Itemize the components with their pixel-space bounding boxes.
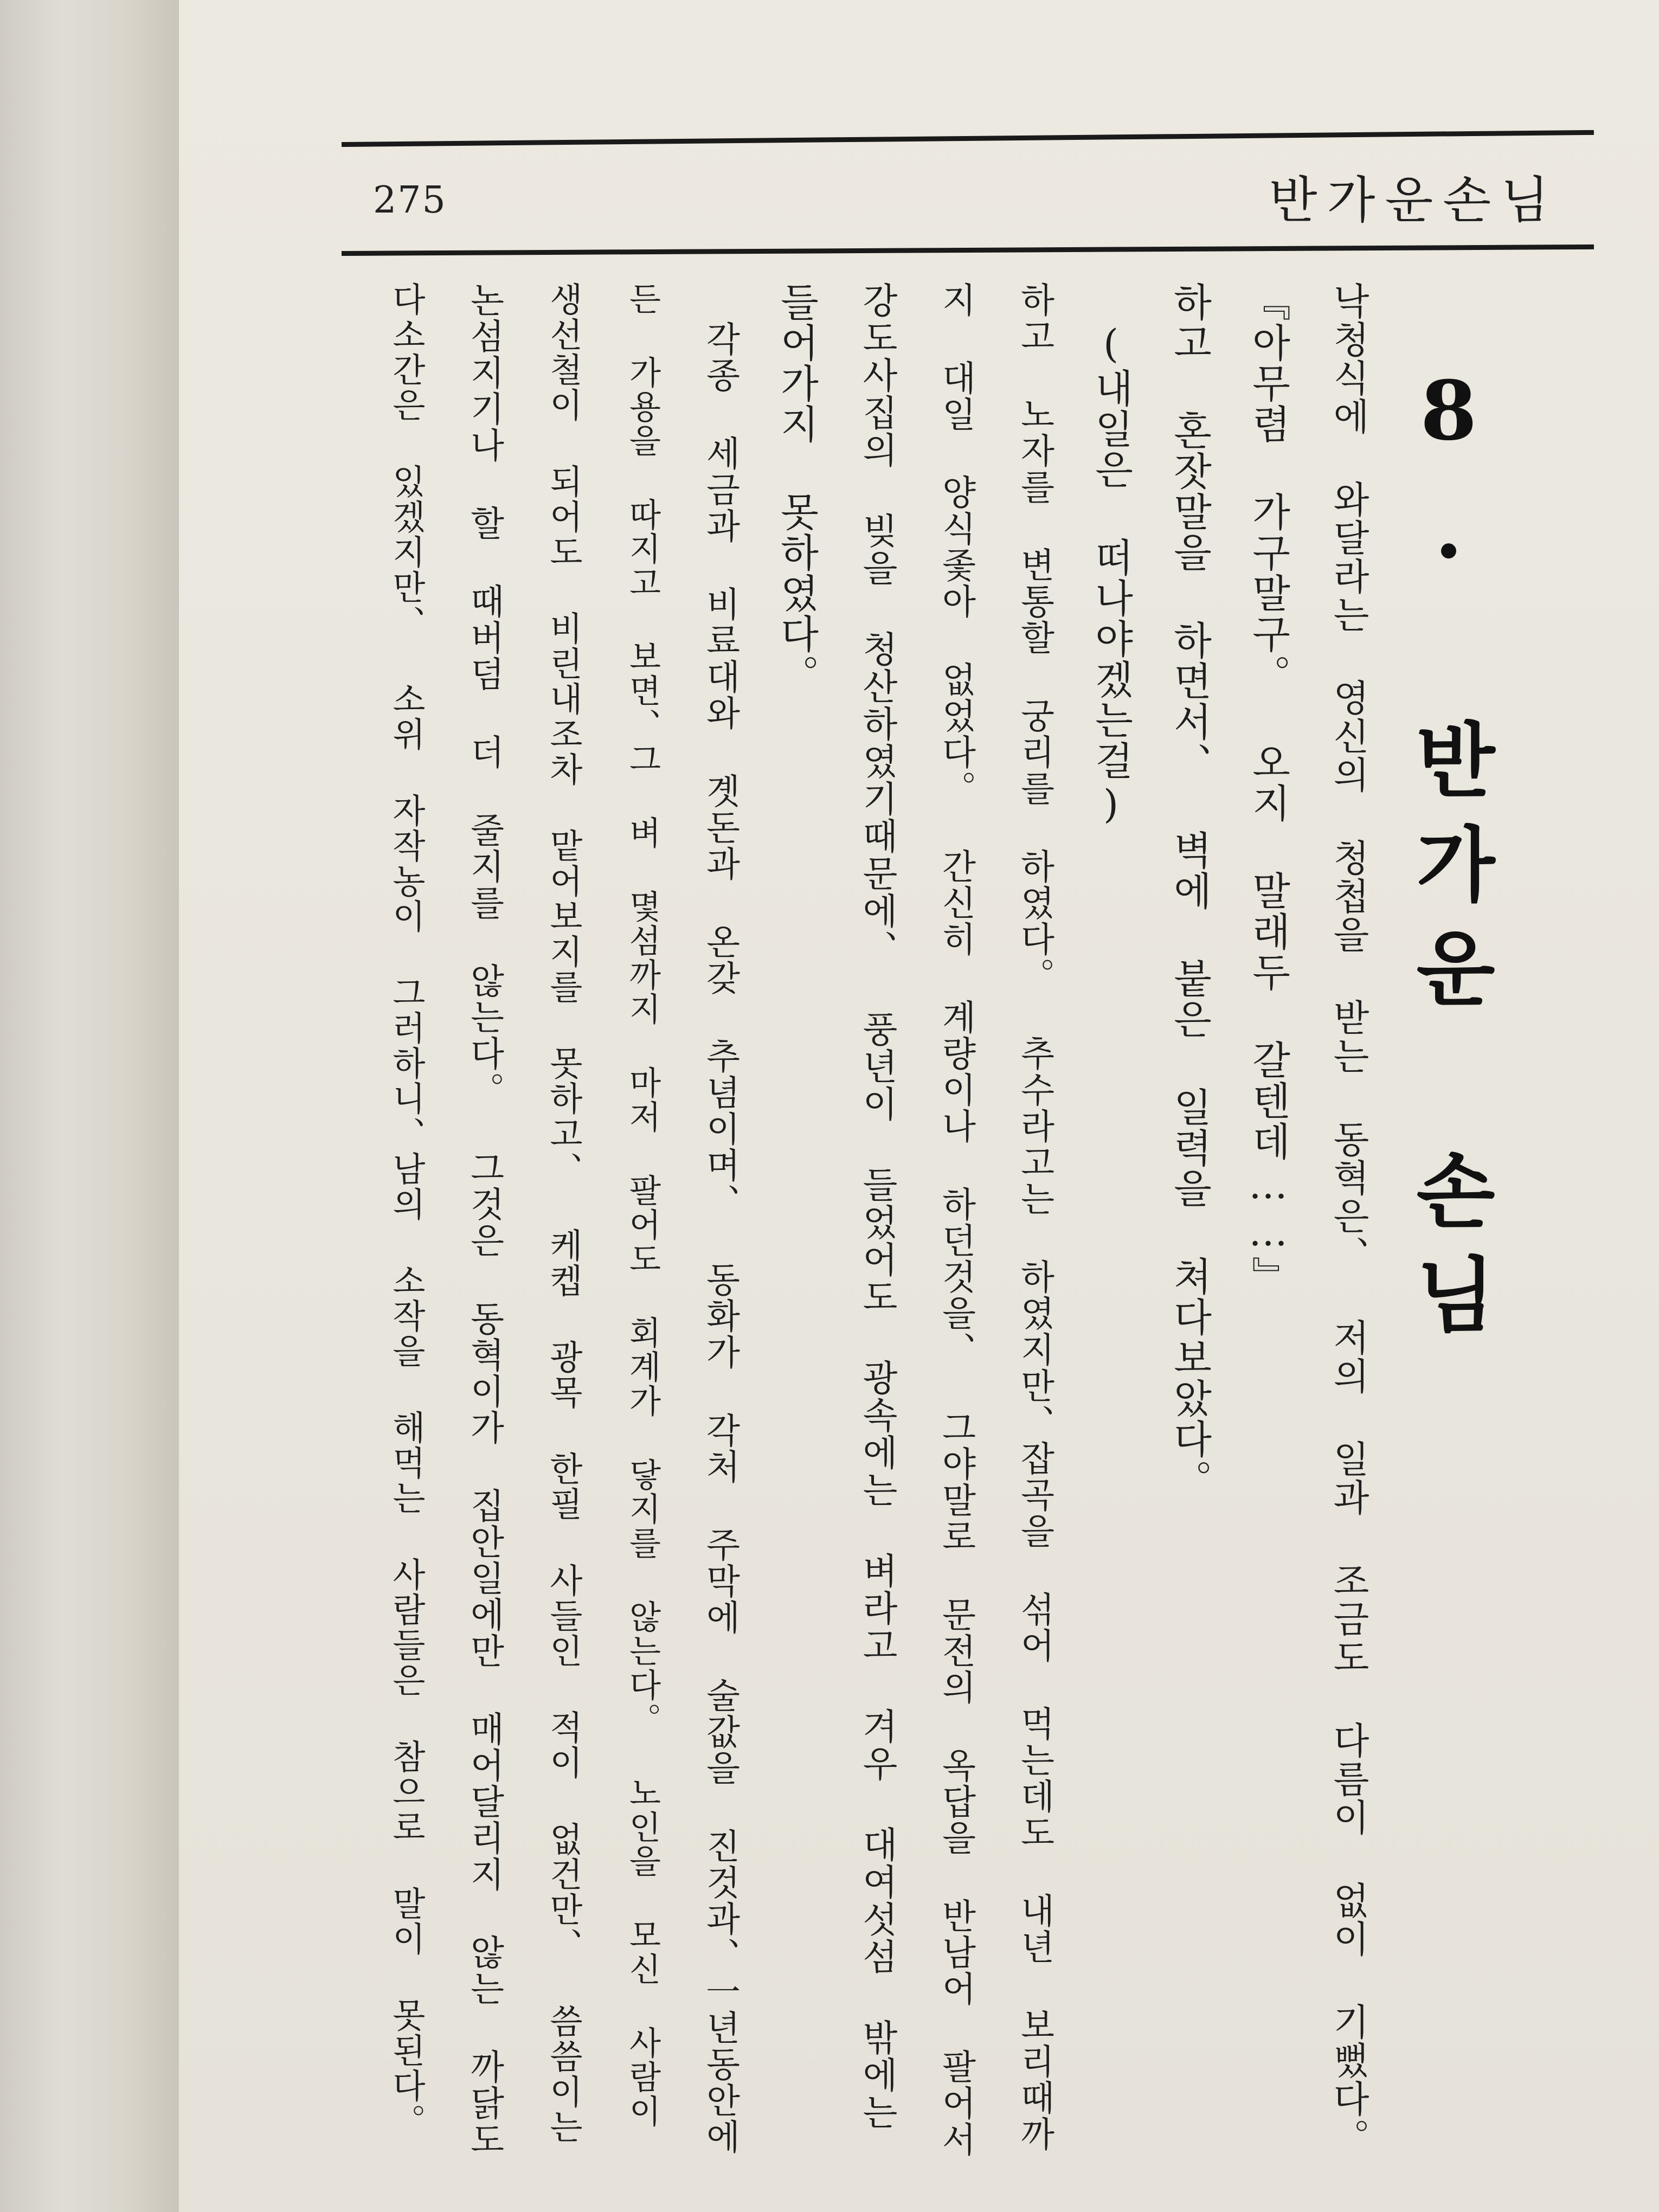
text-column-13: 다소간은 있겠지만、 소위 자작농이 그러하니、남의 소작을 해먹는 사람들은 참으로 말이 못된다。 [387, 282, 426, 2139]
text-column-12: 논섬지기나 할 때버덤 더 줄지를 않는다。 그것은 동혁이가 집안일에만 매어달리지 않는 까닭도 [464, 282, 504, 2158]
text-column-6: 지 대일 양식좇아 없었다。 간신히 계량이나 하던것을、 그야말로 문전의 옥답을 반남어 팔어서 [936, 282, 976, 2158]
running-title: 반가운손님 [1269, 171, 1559, 229]
left-page-edge [0, 0, 179, 2212]
text-column-8: 들어가지 못하였다。 [774, 282, 819, 695]
page-number: 275 [373, 179, 447, 222]
chapter-title: 8. 반가운 손님 [1401, 363, 1496, 1356]
text-column-7: 강도사집의 빚을 청산하였기때문에、 풍년이 들었어도 광속에는 벼라고 겨우 대여섯섬 밖에는 [856, 282, 898, 2131]
text-column-10: 든 가용을 따지고 보면、그 벼 몇섬까지 마저 팔어도 회계가 닿지를 않는다。 노인을 모신 사람이 [623, 282, 661, 2129]
text-column-1: 낙청식에 와달라는 영신의 청첩을 받는 동혁은、 저의 일과 조금도 다름이 없이 기뻤다。 [1327, 282, 1369, 2157]
text-column-9: 각종 세금과 비료대와 곗돈과 온갖 추념이며、 동화가 각처 주막에 술값을 진것과、一년동안에 [700, 321, 740, 2155]
vertical-text-area [331, 282, 1594, 2163]
text-column-5: 하고 노자를 변통할 궁리를 하였다。 추수라고는 하였지만、잡곡을 섞어 먹는데도 내년 보리때까 [1014, 282, 1054, 2152]
text-column-4: (내일은 떠나야겠는걸) [1088, 321, 1134, 828]
text-column-2: 『아무렴 가구말구。 오지 말래두 갈텐데……』 [1245, 282, 1291, 1297]
text-column-11: 생선철이 되어도 비린내조차 맡어보지를 못하고、 케켑 광목 한필 사들인 적이 없건만、 씀씀이는 [544, 282, 583, 2145]
text-column-3: 하고 혼잣말을 하면서、 벽에 붙은 일력을 쳐다보았다。 [1167, 282, 1212, 1500]
